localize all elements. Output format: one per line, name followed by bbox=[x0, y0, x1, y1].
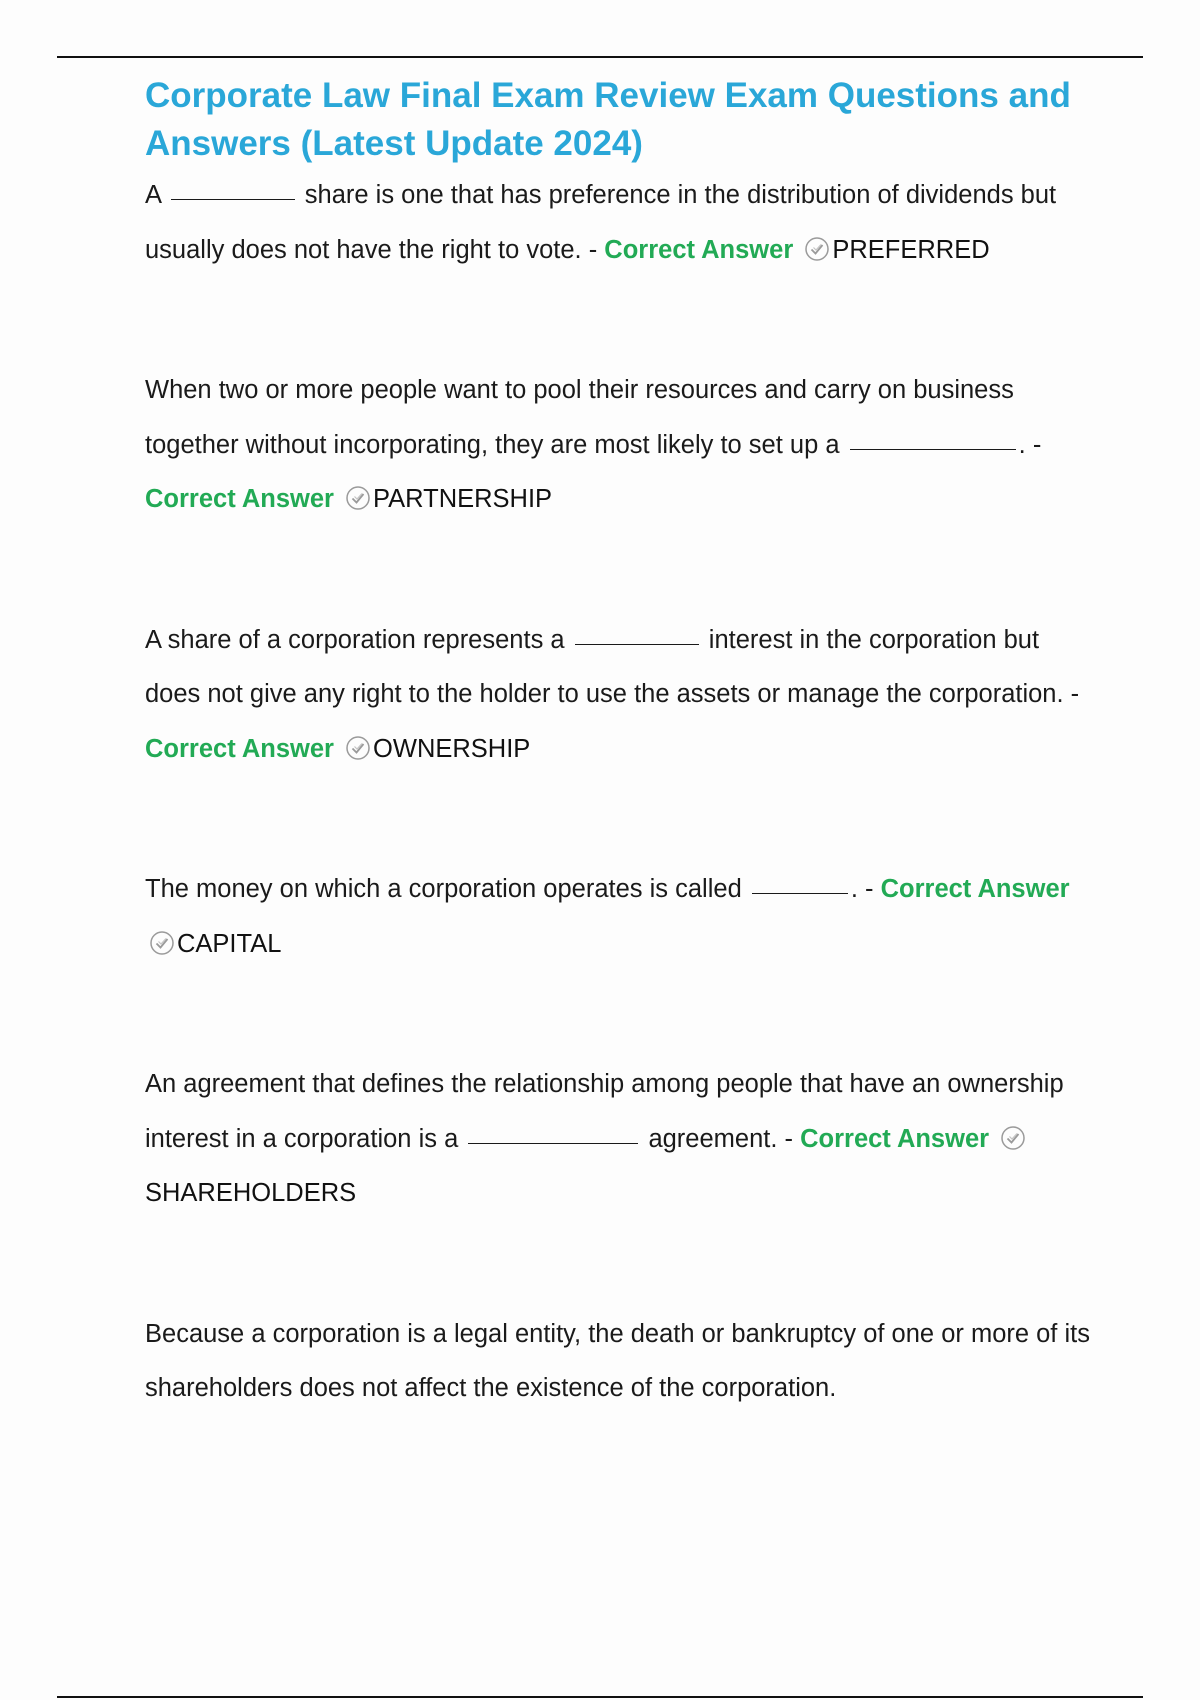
question-text-pre: An agreement that defines the relationship among people that have an ownership interest in a corporation is a bbox=[145, 1070, 1064, 1153]
question-text-post: agreement. bbox=[648, 1124, 778, 1153]
question-text-post: interest in the corporation but does not give any right to the holder to use the assets or manage the corporation. bbox=[145, 625, 1064, 708]
answer-text: OWNERSHIP bbox=[373, 734, 531, 763]
header-rule bbox=[57, 56, 1143, 58]
question-text-pre: The money on which a corporation operates is called bbox=[145, 875, 742, 903]
answer-separator: - bbox=[777, 1124, 801, 1153]
correct-answer-label: Correct Answer bbox=[880, 875, 1070, 903]
footer-rule bbox=[57, 1696, 1143, 1698]
answer-text: PREFERRED bbox=[832, 235, 990, 264]
question-text-pre: When two or more people want to pool their resources and carry on business together without incorporating, they are most likely to set up a bbox=[145, 376, 1014, 459]
fill-in-blank bbox=[171, 198, 295, 200]
answer-text: CAPITAL bbox=[177, 929, 282, 958]
correct-answer-label: Correct Answer bbox=[604, 235, 794, 264]
question-text-post: . bbox=[1018, 430, 1026, 459]
question-text-pre: A share of a corporation represents a bbox=[145, 625, 565, 654]
question-item bbox=[145, 168, 1095, 277]
answer-separator: - bbox=[581, 235, 605, 264]
question-item bbox=[145, 1307, 1095, 1416]
check-circle-icon bbox=[345, 735, 371, 761]
check-circle-icon bbox=[1000, 1125, 1026, 1151]
answer-text: SHAREHOLDERS bbox=[145, 1179, 357, 1207]
question-item bbox=[145, 862, 1095, 971]
fill-in-blank bbox=[575, 643, 699, 645]
fill-in-blank bbox=[850, 448, 1016, 450]
question-text-post: . bbox=[850, 875, 858, 903]
document-body bbox=[145, 72, 1095, 1416]
correct-answer-label: Correct Answer bbox=[800, 1124, 990, 1153]
check-circle-icon bbox=[149, 930, 175, 956]
document-title: Corporate Law Final Exam Review Exam Questions and Answers (Latest Update 2024) bbox=[145, 76, 1071, 163]
check-circle-icon bbox=[345, 485, 371, 511]
question-text: Because a corporation is a legal entity, the death or bankruptcy of one or more of its shareholders does not affect the existence of the corporation. bbox=[145, 1319, 1090, 1402]
answer-separator: - bbox=[1025, 430, 1042, 459]
correct-answer-label: Correct Answer bbox=[145, 485, 334, 513]
answer-text: PARTNERSHIP bbox=[373, 485, 553, 513]
question-item bbox=[145, 613, 1095, 777]
fill-in-blank bbox=[752, 892, 848, 894]
answer-separator: - bbox=[857, 875, 881, 903]
answer-separator: - bbox=[1063, 680, 1080, 708]
question-item bbox=[145, 363, 1095, 527]
correct-answer-label: Correct Answer bbox=[145, 734, 334, 763]
check-circle-icon bbox=[804, 236, 830, 262]
fill-in-blank bbox=[468, 1142, 638, 1144]
question-text-pre: A bbox=[145, 181, 161, 209]
question-item bbox=[145, 1057, 1095, 1221]
question-text-post: share is one that has preference in the distribution of dividends but usually does not have the right to vote. bbox=[145, 181, 1057, 264]
